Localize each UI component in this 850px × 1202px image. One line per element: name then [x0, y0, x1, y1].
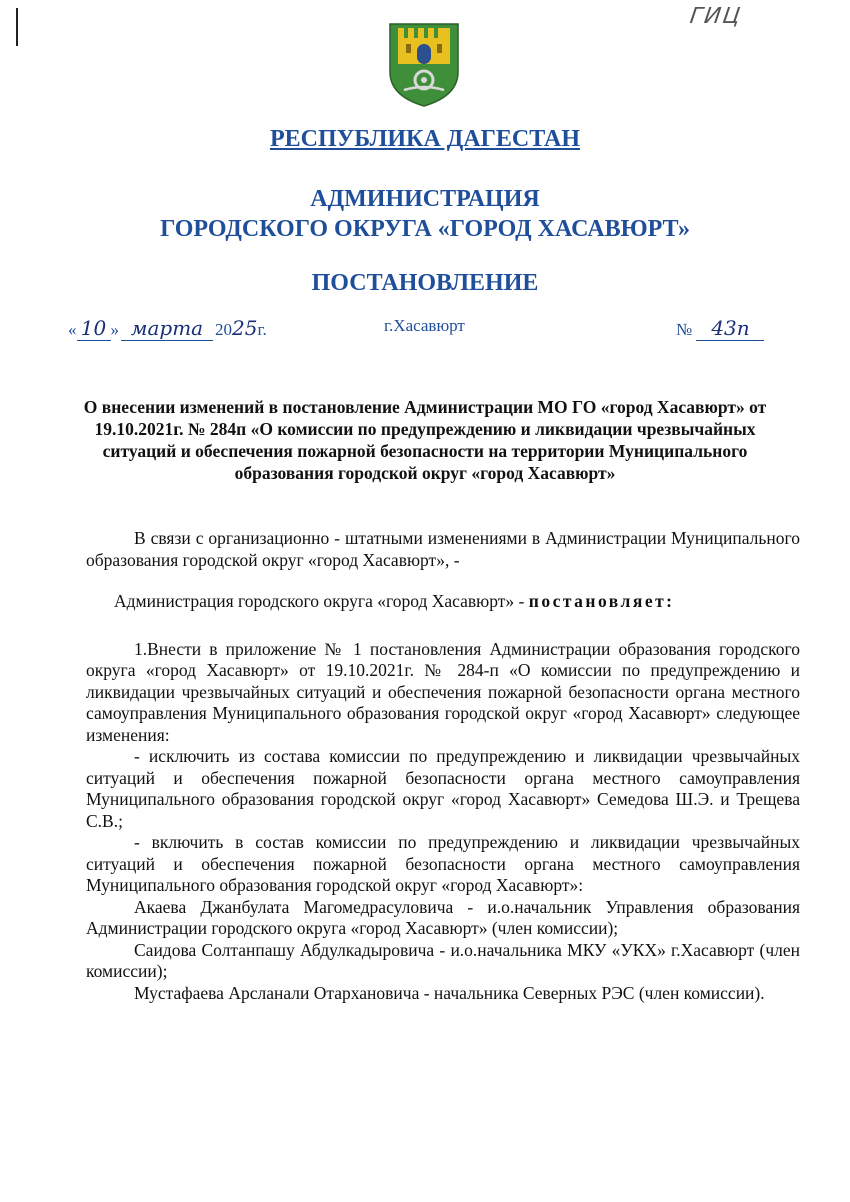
intro-paragraph: В связи с организационно - штатными изменениями в Администрации Муниципального образования городской округ «город Хасавюрт», - [86, 528, 800, 570]
member-3-paragraph: Мустафаева Арсланали Отархановича - начальника Северных РЭС (член комиссии). [134, 982, 765, 1003]
administration-line-1: АДМИНИСТРАЦИЯ [310, 186, 540, 212]
date-year-suffix: 25 [232, 316, 258, 340]
item-1-paragraph: 1.Внести в приложение № 1 постановления Администрации образования городского округа «город Хасавюрт» от 19.10.2021г. № 284-п «О комиссии по предупреждению и ликвидации чрезвычайных ситуаций и обеспечения пожарной безопасности органа местного самоуправления Муниципального образования городской округ «город Хасавюрт» следующее изменения: [86, 638, 800, 745]
number-label: № [676, 320, 693, 339]
quote-open: « [68, 320, 77, 339]
decree-date [68, 316, 267, 341]
handwritten-corner-note: ГИЦ [688, 4, 744, 29]
date-year-unit: г. [257, 320, 267, 339]
decree-subject: О внесении изменений в постановление Администрации МО ГО «город Хасавюрт» от 19.10.2021г. № 284п «О комиссии по предупреждению и ликвидации чрезвычайных ситуаций и обеспечения пожарной безопасности на территории Муниципального образования городской округ «город Хасавюрт» [83, 397, 767, 483]
republic-heading: РЕСПУБЛИКА ДАГЕСТАН [269, 126, 581, 152]
resolve-lead: Администрация городского округа «город Хасавюрт» - [114, 591, 525, 611]
administration-line-2: ГОРОДСКОГО ОКРУГА «ГОРОД ХАСАВЮРТ» [160, 216, 690, 242]
margin-mark [16, 8, 18, 46]
decree-body [86, 528, 800, 1004]
date-number-line [62, 316, 792, 344]
exclude-paragraph: - исключить из состава комиссии по предупреждению и ликвидации чрезвычайных ситуаций и обеспечения пожарной безопасности органа местного самоуправления Муниципального образования городской округ «город Хасавюрт» Семедова Ш.Э. и Трещева С.В.; [86, 746, 800, 831]
date-month: марта [121, 316, 213, 341]
member-2-paragraph: Саидова Солтанпашу Абдулкадыровича - и.о.начальника МКУ «УКХ» г.Хасавюрт (член комиссии); [86, 939, 800, 981]
city-coat-of-arms-icon [386, 20, 462, 108]
quote-close: » [110, 320, 119, 339]
administration-heading [0, 184, 850, 244]
member-1-paragraph: Акаева Джанбулата Магомедрасуловича - и.о.начальник Управления образования Администрации городского округа «город Хасавюрт» (член комиссии); [86, 896, 800, 938]
resolve-word: постановляет: [528, 591, 675, 611]
resolve-paragraph [86, 591, 800, 613]
date-day: 10 [77, 316, 111, 341]
include-paragraph: - включить в состав комиссии по предупреждению и ликвидации чрезвычайных ситуаций и обеспечения пожарной безопасности органа местного самоуправления Муниципального образования городской округ «город Хасавюрт»: [86, 832, 800, 895]
date-year-prefix: 20 [215, 320, 232, 339]
decree-city: г.Хасавюрт [384, 316, 465, 335]
number-value: 43п [696, 316, 764, 341]
document-type-heading: ПОСТАНОВЛЕНИЕ [311, 270, 539, 296]
decree-number [676, 316, 764, 341]
